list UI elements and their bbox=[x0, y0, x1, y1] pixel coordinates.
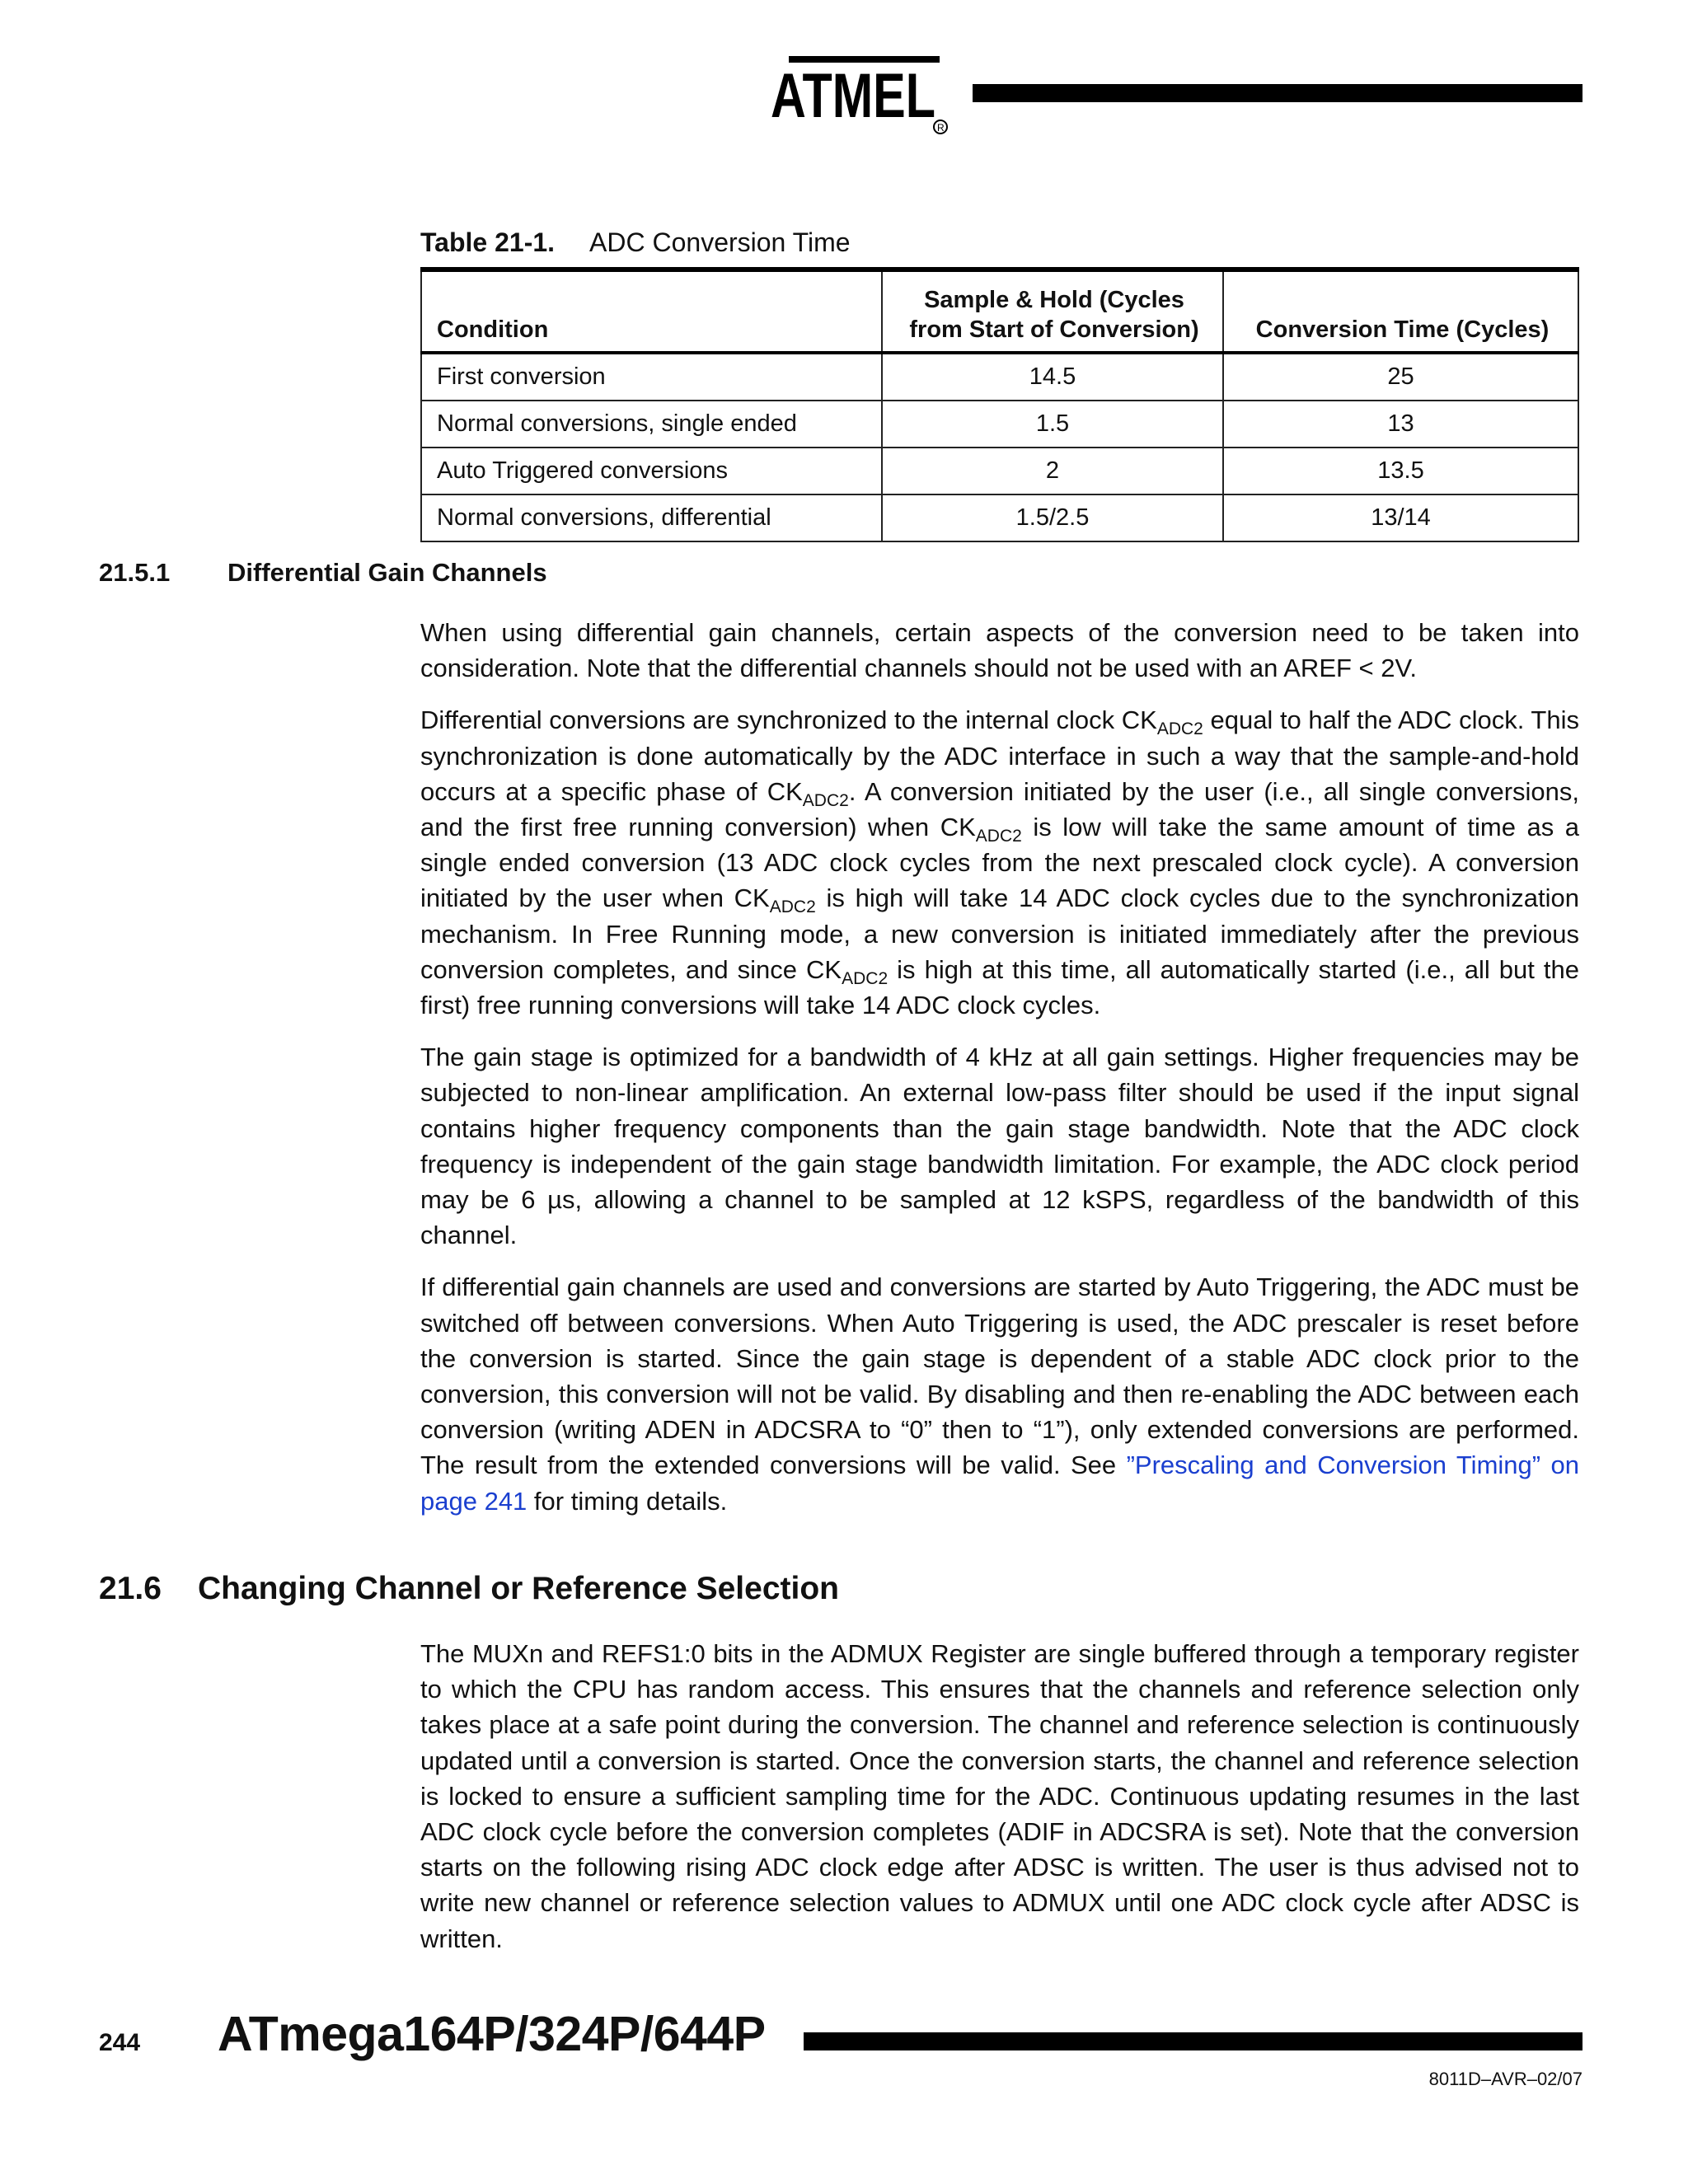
atmel-logo bbox=[771, 49, 948, 136]
table-number: Table 21-1. bbox=[420, 227, 556, 257]
table-cell: 13 bbox=[1223, 401, 1578, 448]
table-cell: 13.5 bbox=[1223, 448, 1578, 494]
page-number: 244 bbox=[99, 2029, 141, 2056]
table-row bbox=[421, 494, 1578, 541]
table-cell: 1.5 bbox=[882, 401, 1223, 448]
column-header: Condition bbox=[421, 269, 882, 353]
column-header: Conversion Time (Cycles) bbox=[1223, 269, 1578, 353]
column-header: Sample & Hold (Cycles from Start of Conversion) bbox=[882, 269, 1223, 353]
section-title: Changing Channel or Reference Selection bbox=[198, 1571, 839, 1606]
adc-conversion-time-table bbox=[420, 267, 1579, 542]
header-bar bbox=[973, 84, 1582, 102]
paragraph: Differential conversions are synchronized to the internal clock $CK_{ADC2}$ equal to half the ADC clock. This synchronization is done automatically by the ADC interface in such a way that the sample-and-hold occurs at a specific phase of $CK_{ADC2}$. A conversion initiated by the user (i.e., all single conversions, and the first free running conversion) when $CK_{ADC2}$ is low will take the same amount of time as a single ended conversion (13 ADC clock cycles from the next prescaled clock cycle). A conversion initiated by the user when $CK_{ADC2}$ is high will take 14 ADC clock cycles due to the synchronization mechanism. In Free Running mode, a new conversion is initiated immediately after the previous conversion completes, and since $CK_{ADC2}$ is high at this time, all automatically started (i.e., all but the first) free running conversions will take 14 ADC clock cycles. bbox=[420, 705, 1579, 1020]
paragraph: If differential gain channels are used and conversions are started by Auto Triggering, the ADC must be switched off between conversions. When Auto Triggering is used, the ADC prescaler is reset before the conversion is started. Since the gain stage is dependent of a stable ADC clock prior to the conversion, this conversion will not be valid. By disabling and then re-enabling the ADC between each conversion (writing ADEN in ADCSRA to “0” then to “1”), only extended conversions are performed. The result from the extended conversions will be valid. See ”Prescaling and Conversion Timing” on page 241 for timing details. bbox=[420, 1272, 1579, 1516]
svg-text:R: R bbox=[937, 122, 945, 134]
table-cell: 2 bbox=[882, 448, 1223, 494]
subsection-body bbox=[420, 615, 1579, 1535]
subsection-number: 21.5.1 bbox=[99, 558, 171, 587]
document-reference: 8011D–AVR–02/07 bbox=[1428, 2069, 1582, 2089]
table-cell: 1.5/2.5 bbox=[882, 494, 1223, 541]
table-cell: Normal conversions, single ended bbox=[421, 401, 882, 448]
cross-reference-link[interactable]: ”Prescaling and Conversion Timing” on page 241 bbox=[420, 1451, 1579, 1516]
table-row bbox=[421, 353, 1578, 401]
paragraph: The MUXn and REFS1:0 bits in the ADMUX Register are single buffered through a temporary register to which the CPU has random access. This ensures that the channels and reference selection only takes place at a safe point during the conversion. The channel and reference selection is continuously updated until a conversion is started. Once the conversion starts, the channel and reference selection is locked to ensure a sufficient sampling time for the ADC. Continuous updating resumes in the last ADC clock cycle before the conversion completes (ADIF in ADCSRA is set). Note that the conversion starts on the following rising ADC clock edge after ADSC is written. The user is thus advised not to write new channel or reference selection values to ADMUX until one ADC clock cycle after ADSC is written. bbox=[420, 1639, 1579, 1953]
table-header-row bbox=[421, 269, 1578, 353]
table-cell: 25 bbox=[1223, 353, 1578, 401]
paragraph: The gain stage is optimized for a bandwidth of 4 kHz at all gain settings. Higher frequencies may be subjected to non-linear amplification. An external low-pass filter should be used if the input signal contains higher frequency components than the gain stage bandwidth. Note that the ADC clock frequency is independent of the gain stage bandwidth limitation. For example, the ADC clock period may be 6 µs, allowing a channel to be sampled at 12 kSPS, regardless of the bandwidth of this channel. bbox=[420, 1043, 1579, 1250]
table-title: ADC Conversion Time bbox=[589, 227, 851, 257]
footer-bar bbox=[804, 2032, 1582, 2050]
table-row bbox=[421, 448, 1578, 494]
paragraph: When using differential gain channels, certain aspects of the conversion need to be taken into consideration. Note that the differential channels should not be used with an AREF < 2V. bbox=[420, 618, 1579, 683]
logo-text: ATMEL bbox=[771, 61, 935, 131]
table-cell: Auto Triggered conversions bbox=[421, 448, 882, 494]
table-cell: 14.5 bbox=[882, 353, 1223, 401]
section-number: 21.6 bbox=[99, 1571, 162, 1606]
table-cell: 13/14 bbox=[1223, 494, 1578, 541]
subsection-title: Differential Gain Channels bbox=[227, 558, 547, 587]
table-cell: First conversion bbox=[421, 353, 882, 401]
section-body bbox=[420, 1636, 1579, 1973]
table-row bbox=[421, 401, 1578, 448]
table-cell: Normal conversions, differential bbox=[421, 494, 882, 541]
document-title: ATmega164P/324P/644P bbox=[218, 2007, 766, 2061]
table-caption bbox=[420, 227, 851, 258]
